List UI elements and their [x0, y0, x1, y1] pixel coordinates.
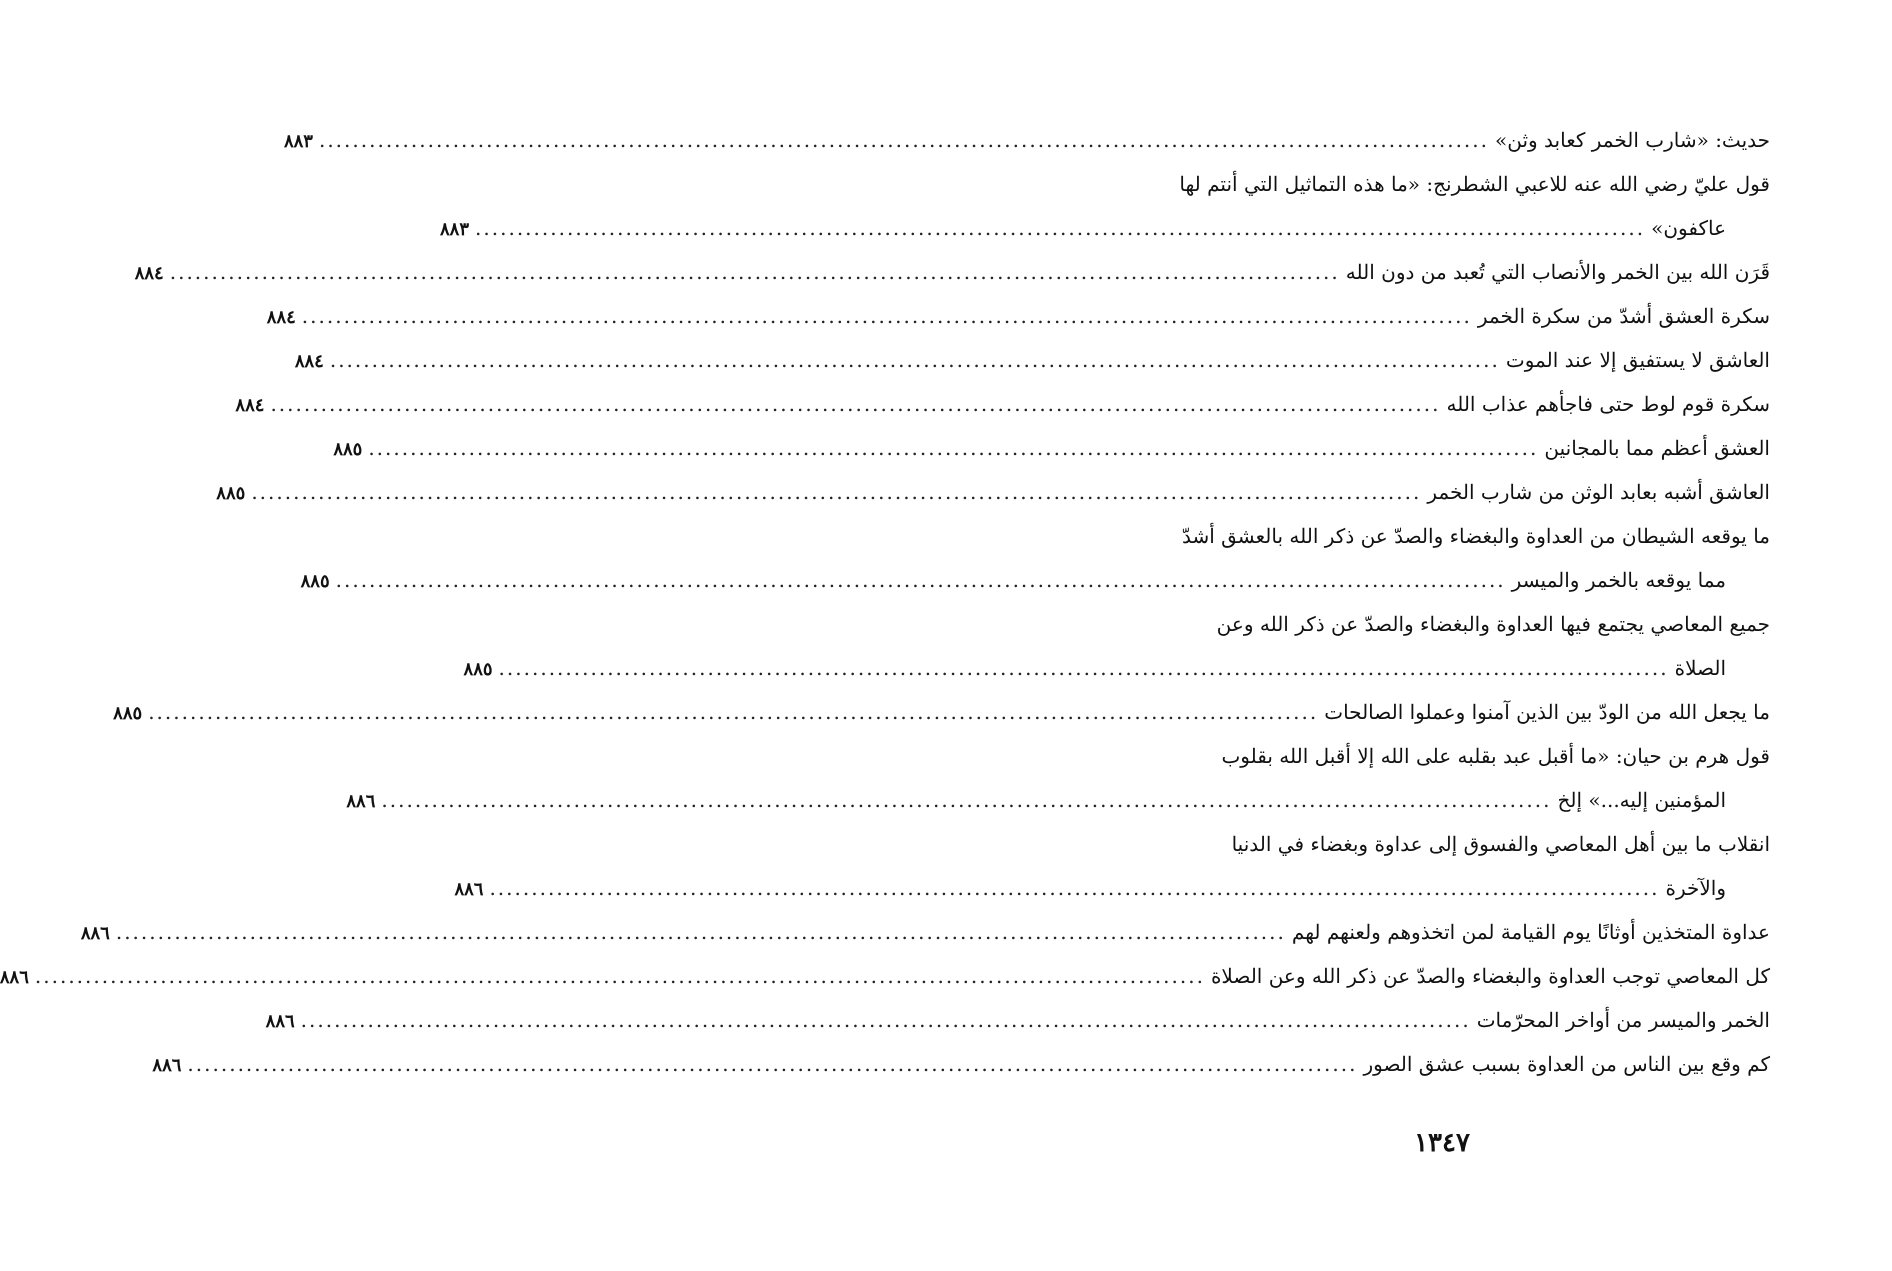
leader-dots: ............................................................................................................................................	[115, 920, 1286, 944]
entry-text: قول عليّ رضي الله عنه للاعبي الشطرنج: «ما هذه التماثيل التي أنتم لها	[1179, 172, 1770, 196]
entry-text: الصلاة	[1674, 656, 1726, 680]
entry-line	[1122, 514, 1770, 558]
entry-page-number: ٨٨٦	[346, 791, 376, 812]
index-entry	[346, 734, 1770, 822]
entry-page-number: ٨٨٥	[113, 703, 143, 724]
index-entry	[266, 294, 1770, 338]
index-entry	[80, 910, 1770, 954]
entry-text: حديث: «شارب الخمر كعابد وثن»	[1495, 128, 1770, 152]
entry-text: انقلاب ما بين أهل المعاصي والفسوق إلى عداوة وبغضاء في الدنيا	[1231, 832, 1770, 856]
entry-text: العاشق أشبه بعابد الوثن من شارب الخمر	[1427, 480, 1770, 504]
entry-text: كم وقع بين الناس من العداوة بسبب عشق الصور	[1363, 1052, 1770, 1076]
entry-page-number: ٨٨٥	[333, 439, 363, 460]
entry-text: جميع المعاصي يجتمع فيها العداوة والبغضاء والصدّ عن ذكر الله وعن	[1216, 612, 1770, 636]
entry-continuation-line	[300, 558, 1770, 602]
entry-line	[0, 954, 1770, 998]
entry-line	[1122, 734, 1770, 778]
entry-line	[1122, 602, 1770, 646]
index-entry	[113, 690, 1770, 734]
leader-dots: ............................................................................................................................................	[300, 1008, 1471, 1032]
entry-continuation-line	[463, 646, 1770, 690]
entry-line	[152, 1042, 1770, 1086]
leader-dots: ............................................................................................................................................	[489, 876, 1660, 900]
entry-line	[134, 250, 1770, 294]
entry-line	[283, 118, 1770, 162]
index-entry	[265, 998, 1770, 1042]
index-entry	[294, 338, 1770, 382]
index-entry	[0, 954, 1770, 998]
entry-page-number: ٨٨٣	[440, 219, 470, 240]
entry-text: المؤمنين إليه...» إلخ	[1557, 788, 1726, 812]
leader-dots: ............................................................................................................................................	[169, 260, 1340, 284]
index-entry	[463, 602, 1770, 690]
entry-text: الخمر والميسر من أواخر المحرّمات	[1476, 1008, 1770, 1032]
index-entry	[300, 514, 1770, 602]
leader-dots: ............................................................................................................................................	[335, 568, 1506, 592]
entry-text: كل المعاصي توجب العداوة والبغضاء والصدّ عن ذكر الله وعن الصلاة	[1210, 964, 1770, 988]
leader-dots: ............................................................................................................................................	[475, 216, 1646, 240]
index-entry	[152, 1042, 1770, 1086]
leader-dots: ............................................................................................................................................	[148, 700, 1319, 724]
entry-continuation-line	[454, 866, 1770, 910]
entry-page-number: ٨٨٦	[265, 1011, 295, 1032]
leader-dots: ............................................................................................................................................	[498, 656, 1669, 680]
entry-line	[294, 338, 1770, 382]
entry-text: عاكفون»	[1651, 216, 1726, 240]
entry-page-number: ٨٨٦	[454, 879, 484, 900]
entry-page-number: ٨٨٤	[134, 263, 164, 284]
leader-dots: ............................................................................................................................................	[301, 304, 1472, 328]
entry-line	[333, 426, 1770, 470]
entry-line	[1122, 822, 1770, 866]
leader-dots: ............................................................................................................................................	[187, 1052, 1358, 1076]
page-number: ١٣٤٧	[1414, 1128, 1470, 1158]
entry-page-number: ٨٨٦	[80, 923, 110, 944]
index-entry	[333, 426, 1770, 470]
entry-line	[113, 690, 1770, 734]
entry-text: سكرة قوم لوط حتى فاجأهم عذاب الله	[1446, 392, 1770, 416]
entry-page-number: ٨٨٥	[463, 659, 493, 680]
entry-text: العاشق لا يستفيق إلا عند الموت	[1505, 348, 1770, 372]
entry-page-number: ٨٨٦	[152, 1055, 182, 1076]
leader-dots: ............................................................................................................................................	[270, 392, 1441, 416]
entry-page-number: ٨٨٦	[0, 967, 29, 988]
entry-text: العشق أعظم مما بالمجانين	[1544, 436, 1770, 460]
leader-dots: ............................................................................................................................................	[329, 348, 1500, 372]
entry-text: قول هرم بن حيان: «ما أقبل عبد بقلبه على الله إلا أقبل الله بقلوب	[1221, 744, 1770, 768]
entry-page-number: ٨٨٤	[294, 351, 324, 372]
entry-line	[235, 382, 1770, 426]
entry-line	[216, 470, 1770, 514]
entry-page-number: ٨٨٤	[235, 395, 265, 416]
entry-page-number: ٨٨٣	[283, 131, 313, 152]
entry-text: ما يوقعه الشيطان من العداوة والبغضاء والصدّ عن ذكر الله بالعشق أشدّ	[1181, 524, 1770, 548]
leader-dots: ............................................................................................................................................	[251, 480, 1422, 504]
entry-continuation-line	[346, 778, 1770, 822]
index-entry	[134, 250, 1770, 294]
entry-text: مما يوقعه بالخمر والميسر	[1511, 568, 1726, 592]
entry-text: ما يجعل الله من الودّ بين الذين آمنوا وعملوا الصالحات	[1324, 700, 1770, 724]
index-entry	[235, 382, 1770, 426]
entry-page-number: ٨٨٥	[216, 483, 246, 504]
entry-text: عداوة المتخذين أوثانًا يوم القيامة لمن اتخذوهم ولعنهم لهم	[1291, 920, 1770, 944]
entry-page-number: ٨٨٤	[266, 307, 296, 328]
leader-dots: ............................................................................................................................................	[34, 964, 1205, 988]
entry-page-number: ٨٨٥	[300, 571, 330, 592]
entry-continuation-line	[440, 206, 1770, 250]
index-entry	[283, 118, 1770, 162]
entry-text: والآخرة	[1665, 876, 1726, 900]
entry-line	[266, 294, 1770, 338]
index-list	[0, 118, 1770, 1086]
entry-text: سكرة العشق أشدّ من سكرة الخمر	[1477, 304, 1770, 328]
entry-line	[80, 910, 1770, 954]
index-entry	[216, 470, 1770, 514]
entry-line	[265, 998, 1770, 1042]
entry-line	[1122, 162, 1770, 206]
index-entry	[454, 822, 1770, 910]
entry-text: قَرَن الله بين الخمر والأنصاب التي تُعبد من دون الله	[1345, 260, 1770, 284]
leader-dots: ............................................................................................................................................	[368, 436, 1539, 460]
index-entry	[440, 162, 1770, 250]
leader-dots: ............................................................................................................................................	[318, 128, 1490, 152]
leader-dots: ............................................................................................................................................	[381, 788, 1552, 812]
